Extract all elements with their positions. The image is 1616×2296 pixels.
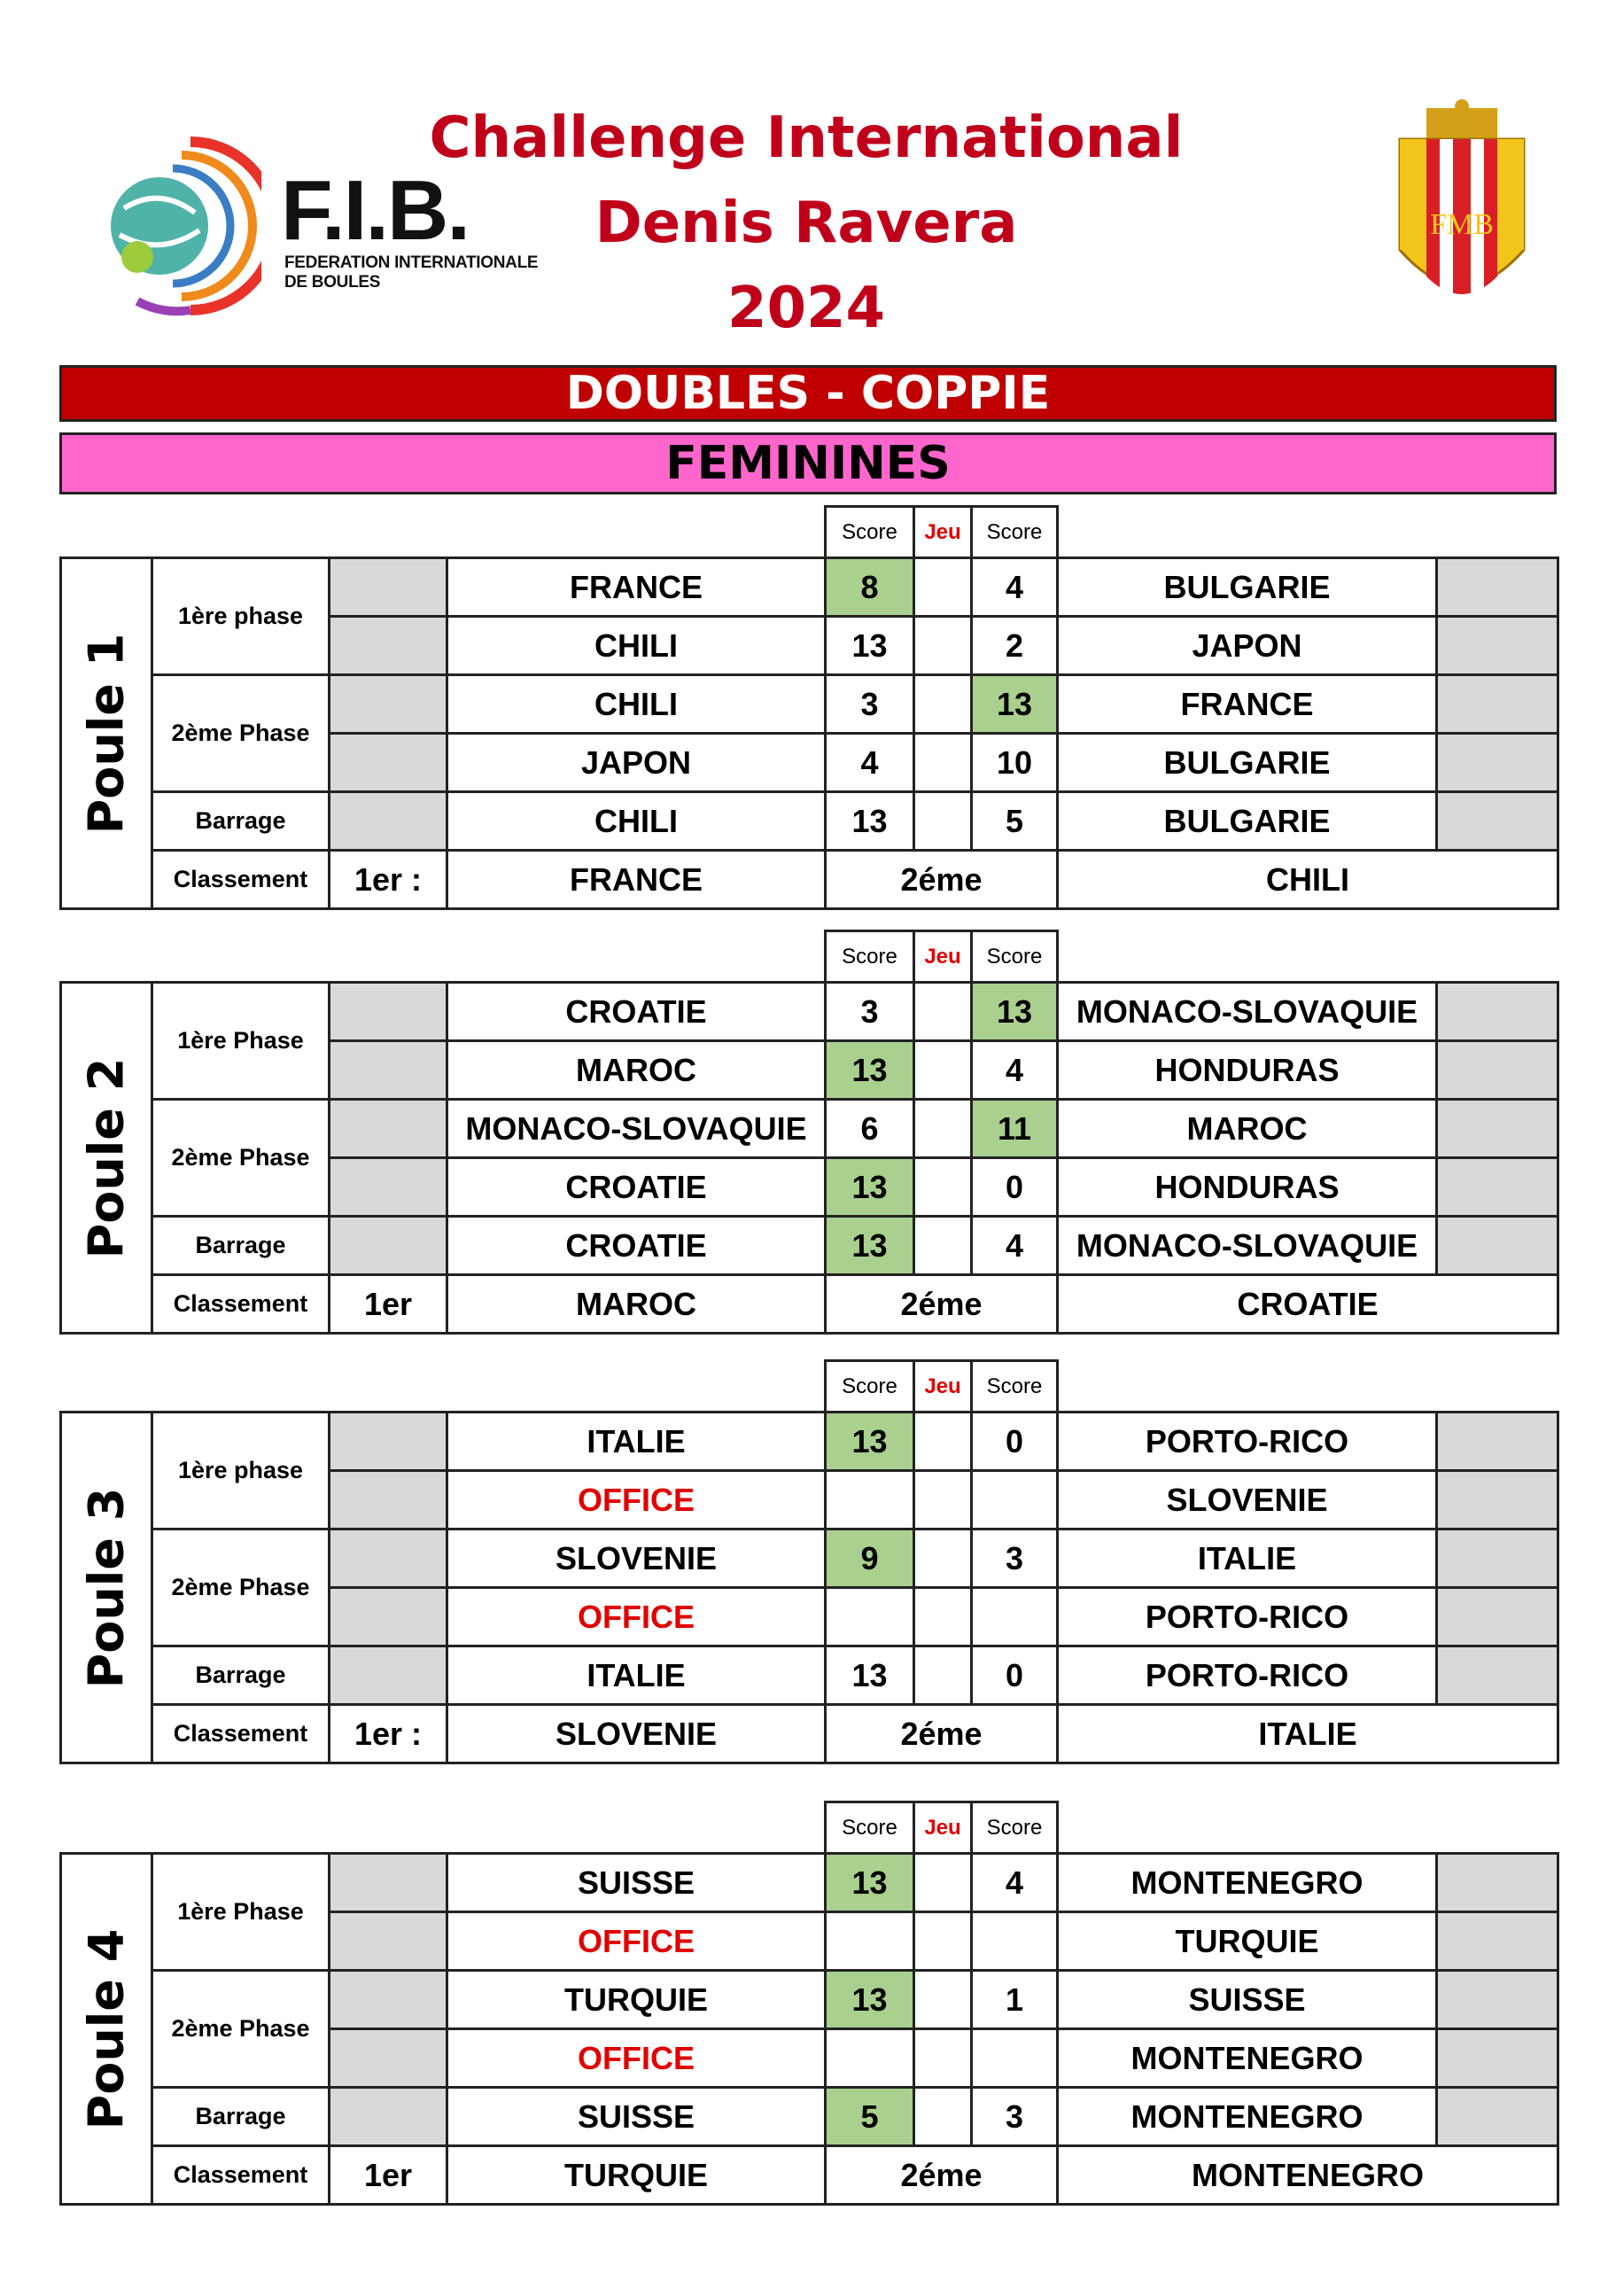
left-gray-cell (328, 2027, 448, 2089)
fib-logo-subtitle-2: DE BOULES (284, 273, 381, 292)
first-place-team: TURQUIE (446, 2144, 827, 2206)
team-left: CROATIE (446, 1215, 827, 1276)
team-right: MONTENEGRO (1056, 2086, 1438, 2147)
jeu-cell (913, 981, 973, 1042)
right-gray-cell (1435, 673, 1559, 735)
score-right: 13 (970, 673, 1059, 735)
poule-label (59, 1852, 153, 2206)
team-left: TURQUIE (446, 1969, 827, 2030)
second-place-team: CROATIE (1056, 1273, 1559, 1335)
poule-name: Poule 4 (78, 1928, 135, 2129)
score-right: 4 (970, 1039, 1059, 1101)
second-place-team: CHILI (1056, 849, 1559, 910)
phase-1-label: 1ère phase (151, 556, 330, 676)
classement-label: Classement (151, 1703, 330, 1764)
second-place-label: 2éme (824, 849, 1059, 910)
score-right: 2 (970, 615, 1059, 676)
classement-label: Classement (151, 1273, 330, 1335)
left-gray-cell (328, 1411, 448, 1472)
right-gray-cell (1435, 2086, 1559, 2147)
jeu-cell (913, 1469, 973, 1530)
team-right: MAROC (1056, 1098, 1438, 1159)
score-left: 3 (824, 981, 915, 1042)
left-gray-cell (328, 1911, 448, 1972)
team-right: BULGARIE (1056, 790, 1438, 852)
poule-name: Poule 1 (78, 633, 135, 834)
score-left (824, 1911, 915, 1972)
score-right: 4 (970, 556, 1059, 618)
score-left: 13 (824, 1215, 915, 1276)
left-gray-cell (328, 1645, 448, 1706)
classement-label: Classement (151, 849, 330, 910)
team-left: OFFICE (446, 2027, 827, 2089)
left-gray-cell (328, 1528, 448, 1589)
right-gray-cell (1435, 790, 1559, 852)
page-title-line-1: Challenge International (429, 105, 1184, 171)
right-gray-cell (1435, 1156, 1559, 1218)
phase-2-label: 2ème Phase (151, 1098, 330, 1218)
score-right: 4 (970, 1852, 1059, 1913)
score-left: 13 (824, 1969, 915, 2030)
poule-label (59, 1411, 153, 1764)
jeu-header: Jeu (913, 505, 973, 559)
score-right: 0 (970, 1156, 1059, 1218)
left-gray-cell (328, 1969, 448, 2030)
team-left: SUISSE (446, 1852, 827, 1913)
barrage-label: Barrage (151, 2086, 330, 2147)
team-right: FRANCE (1056, 673, 1438, 735)
score-right (970, 1911, 1059, 1972)
jeu-cell (913, 790, 973, 852)
right-gray-cell (1435, 1528, 1559, 1589)
jeu-header: Jeu (913, 1359, 973, 1413)
first-place-label: 1er : (328, 1703, 448, 1764)
right-gray-cell (1435, 1586, 1559, 1647)
right-gray-cell (1435, 1039, 1559, 1101)
jeu-cell (913, 1528, 973, 1589)
poule-label (59, 981, 153, 1335)
left-gray-cell (328, 2086, 448, 2147)
score-left: 8 (824, 556, 915, 618)
team-left: CHILI (446, 673, 827, 735)
team-left: FRANCE (446, 556, 827, 618)
right-gray-cell (1435, 981, 1559, 1042)
classement-label: Classement (151, 2144, 330, 2206)
score-right: 0 (970, 1645, 1059, 1706)
fib-logo-text: F.I.B. (281, 163, 470, 258)
barrage-label: Barrage (151, 1645, 330, 1706)
score-right: 3 (970, 2086, 1059, 2147)
barrage-label: Barrage (151, 790, 330, 852)
right-gray-cell (1435, 1645, 1559, 1706)
team-right: BULGARIE (1056, 556, 1438, 618)
jeu-cell (913, 1911, 973, 1972)
phase-2-label: 2ème Phase (151, 1528, 330, 1647)
score-right: 10 (970, 732, 1059, 793)
phase-1-label: 1ère Phase (151, 1852, 330, 1972)
jeu-cell (913, 1586, 973, 1647)
team-left: CHILI (446, 615, 827, 676)
score-header-left: Score (824, 1359, 915, 1413)
team-left: ITALIE (446, 1645, 827, 1706)
page-title-line-3: 2024 (726, 276, 886, 341)
category-banner: DOUBLES - COPPIE (59, 365, 1557, 422)
first-place-team: MAROC (446, 1273, 827, 1335)
right-gray-cell (1435, 1098, 1559, 1159)
crest-text: FMB (1430, 208, 1494, 241)
team-left: OFFICE (446, 1911, 827, 1972)
left-gray-cell (328, 556, 448, 618)
page-title-line-2: Denis Ravera (594, 191, 1018, 256)
score-header-right: Score (970, 930, 1059, 984)
right-gray-cell (1435, 1911, 1559, 1972)
team-right: PORTO-RICO (1056, 1645, 1438, 1706)
right-gray-cell (1435, 2027, 1559, 2089)
jeu-cell (913, 1098, 973, 1159)
first-place-team: FRANCE (446, 849, 827, 910)
team-right: SUISSE (1056, 1969, 1438, 2030)
right-gray-cell (1435, 1411, 1559, 1472)
left-gray-cell (328, 1156, 448, 1218)
phase-2-label: 2ème Phase (151, 1969, 330, 2089)
score-header-right: Score (970, 1359, 1059, 1413)
right-gray-cell (1435, 732, 1559, 793)
score-header-right: Score (970, 1801, 1059, 1855)
score-right: 11 (970, 1098, 1059, 1159)
second-place-label: 2éme (824, 1273, 1059, 1335)
poule-name: Poule 2 (78, 1057, 135, 1258)
jeu-cell (913, 1039, 973, 1101)
phase-1-label: 1ère Phase (151, 981, 330, 1101)
jeu-cell (913, 2086, 973, 2147)
jeu-cell (913, 673, 973, 735)
left-gray-cell (328, 732, 448, 793)
left-gray-cell (328, 790, 448, 852)
second-place-team: MONTENEGRO (1056, 2144, 1559, 2206)
team-right: BULGARIE (1056, 732, 1438, 793)
score-left: 13 (824, 790, 915, 852)
team-right: MONACO-SLOVAQUIE (1056, 981, 1438, 1042)
left-gray-cell (328, 673, 448, 735)
team-right: PORTO-RICO (1056, 1586, 1438, 1647)
score-header-left: Score (824, 505, 915, 559)
right-gray-cell (1435, 1469, 1559, 1530)
score-right: 5 (970, 790, 1059, 852)
team-left: MONACO-SLOVAQUIE (446, 1098, 827, 1159)
first-place-team: SLOVENIE (446, 1703, 827, 1764)
team-right: SLOVENIE (1056, 1469, 1438, 1530)
score-right: 13 (970, 981, 1059, 1042)
team-left: MAROC (446, 1039, 827, 1101)
team-right: JAPON (1056, 615, 1438, 676)
jeu-cell (913, 556, 973, 618)
score-left: 13 (824, 1852, 915, 1913)
phase-2-label: 2ème Phase (151, 673, 330, 793)
score-left: 13 (824, 1039, 915, 1101)
team-left: OFFICE (446, 1469, 827, 1530)
fmb-crest (1391, 99, 1533, 321)
score-left: 13 (824, 615, 915, 676)
jeu-cell (913, 732, 973, 793)
jeu-cell (913, 2027, 973, 2089)
jeu-cell (913, 1852, 973, 1913)
score-header-left: Score (824, 1801, 915, 1855)
team-left: CROATIE (446, 981, 827, 1042)
left-gray-cell (328, 1098, 448, 1159)
right-gray-cell (1435, 615, 1559, 676)
score-left (824, 2027, 915, 2089)
score-left (824, 1586, 915, 1647)
team-right: HONDURAS (1056, 1039, 1438, 1101)
score-left: 5 (824, 2086, 915, 2147)
team-right: ITALIE (1056, 1528, 1438, 1589)
left-gray-cell (328, 1215, 448, 1276)
second-place-label: 2éme (824, 2144, 1059, 2206)
team-left: SLOVENIE (446, 1528, 827, 1589)
fib-logo-subtitle-1: FEDERATION INTERNATIONALE (284, 253, 539, 272)
team-left: CHILI (446, 790, 827, 852)
right-gray-cell (1435, 1215, 1559, 1276)
score-right (970, 2027, 1059, 2089)
subcategory-banner: FEMININES (59, 432, 1557, 494)
score-left: 13 (824, 1411, 915, 1472)
phase-1-label: 1ère phase (151, 1411, 330, 1530)
team-left: ITALIE (446, 1411, 827, 1472)
second-place-team: ITALIE (1056, 1703, 1559, 1764)
score-right: 3 (970, 1528, 1059, 1589)
barrage-label: Barrage (151, 1215, 330, 1276)
score-left: 3 (824, 673, 915, 735)
team-left: OFFICE (446, 1586, 827, 1647)
second-place-label: 2éme (824, 1703, 1059, 1764)
first-place-label: 1er : (328, 849, 448, 910)
score-right: 4 (970, 1215, 1059, 1276)
left-gray-cell (328, 1039, 448, 1101)
team-left: SUISSE (446, 2086, 827, 2147)
left-gray-cell (328, 1586, 448, 1647)
poule-name: Poule 3 (78, 1487, 135, 1688)
team-right: MONTENEGRO (1056, 2027, 1438, 2089)
jeu-cell (913, 1156, 973, 1218)
left-gray-cell (328, 615, 448, 676)
left-gray-cell (328, 1852, 448, 1913)
jeu-cell (913, 1645, 973, 1706)
score-right (970, 1586, 1059, 1647)
score-left (824, 1469, 915, 1530)
team-left: CROATIE (446, 1156, 827, 1218)
score-left: 13 (824, 1156, 915, 1218)
score-left: 13 (824, 1645, 915, 1706)
jeu-header: Jeu (913, 930, 973, 984)
score-right: 1 (970, 1969, 1059, 2030)
score-header-right: Score (970, 505, 1059, 559)
jeu-cell (913, 615, 973, 676)
team-right: MONACO-SLOVAQUIE (1056, 1215, 1438, 1276)
jeu-cell (913, 1411, 973, 1472)
team-right: TURQUIE (1056, 1911, 1438, 1972)
fib-emblem-icon (84, 124, 261, 328)
right-gray-cell (1435, 1852, 1559, 1913)
score-left: 9 (824, 1528, 915, 1589)
left-gray-cell (328, 981, 448, 1042)
score-left: 4 (824, 732, 915, 793)
poule-label (59, 556, 153, 910)
team-right: HONDURAS (1056, 1156, 1438, 1218)
jeu-cell (913, 1969, 973, 2030)
score-right (970, 1469, 1059, 1530)
crest-icon (1391, 99, 1533, 321)
right-gray-cell (1435, 556, 1559, 618)
first-place-label: 1er (328, 1273, 448, 1335)
score-right: 0 (970, 1411, 1059, 1472)
jeu-cell (913, 1215, 973, 1276)
right-gray-cell (1435, 1969, 1559, 2030)
team-left: JAPON (446, 732, 827, 793)
jeu-header: Jeu (913, 1801, 973, 1855)
first-place-label: 1er (328, 2144, 448, 2206)
left-gray-cell (328, 1469, 448, 1530)
team-right: PORTO-RICO (1056, 1411, 1438, 1472)
score-header-left: Score (824, 930, 915, 984)
team-right: MONTENEGRO (1056, 1852, 1438, 1913)
score-left: 6 (824, 1098, 915, 1159)
